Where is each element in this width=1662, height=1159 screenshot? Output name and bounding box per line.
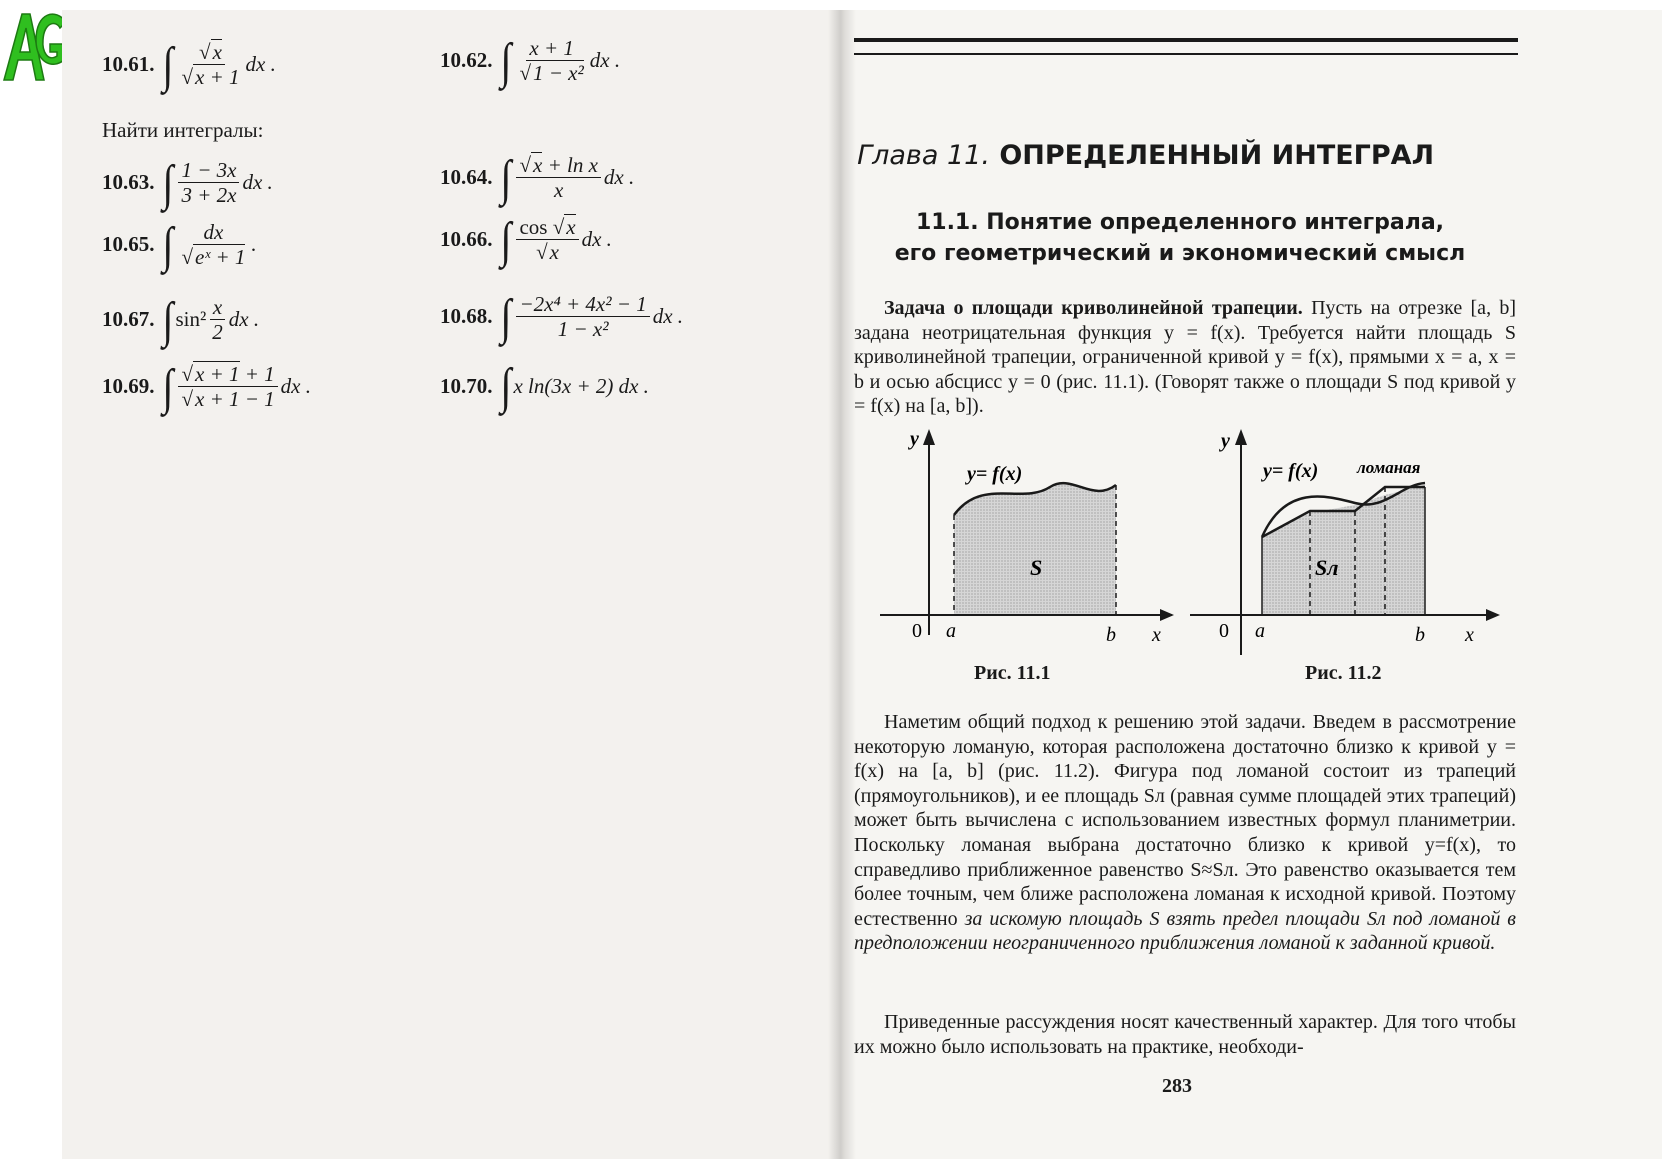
fig2-area-label: Sл <box>1315 555 1339 580</box>
exercise-10-63: 10.63. ∫ $\frac{1 - 3x}{3 + 2x}$ dx . <box>102 153 273 211</box>
fig1-y-label: y <box>910 428 919 450</box>
fig1-zero: 0 <box>912 620 922 642</box>
fig2-polyline-label: ломаная <box>1357 458 1421 477</box>
fig2-b: b <box>1415 624 1425 646</box>
exercise-10-64: 10.64. ∫ $\frac{\text{√x + ln x}}{x}$ dx . <box>440 148 635 206</box>
task-title: Задача о площади криволинейной трапеции. <box>884 297 1303 319</box>
chapter-title <box>854 140 1434 171</box>
figure-11-1 <box>872 425 1182 650</box>
paragraph-approach <box>854 710 1516 956</box>
fig2-y-label: y <box>1221 430 1230 452</box>
exercise-10-65: 10.65. ∫ $\frac{dx}{\text{√eˣ + 1}}$ . <box>102 215 257 273</box>
conclusion-text: Приведенные рассуждения носят качественный характер. Для того чтобы их можно было использовать на практике, необходи- <box>854 1011 1516 1058</box>
exercise-10-66: 10.66. ∫ $\frac{\cos √x}{√x}$ dx . <box>440 210 612 268</box>
exercise-10-62: 10.62. ∫ $\frac{x + 1}{\text{√1 − x²}}$ dx . <box>440 31 621 89</box>
section-title-line-2: его геометрический и экономический смысл <box>894 241 1466 266</box>
logo-text: AG <box>0 0 2 1</box>
fig2-x: x <box>1465 624 1474 646</box>
exercise-10-70: 10.70. ∫ x ln(3x + 2) dx . <box>440 357 649 414</box>
exercise-10-68: 10.68. ∫ $\frac{\text{−2x⁴ + 4x² − 1}}{\text{1 − x²}}$ dx . <box>440 287 684 345</box>
figure-11-2 <box>1185 425 1505 660</box>
section-title-line-1: 11.1. Понятие определенного интеграла, <box>915 210 1445 235</box>
fig2-a: a <box>1255 620 1265 642</box>
exercise-10-69: 10.69. ∫ $\frac{√x + 1 + 1}{√x + 1 - 1}$ dx . <box>102 357 311 415</box>
fig1-b: b <box>1106 624 1116 646</box>
fig1-x: x <box>1152 624 1161 646</box>
top-rule-thin <box>854 53 1518 55</box>
fig1-a: a <box>946 620 956 642</box>
fig2-curve-label: y= f(x) <box>1263 460 1319 482</box>
chapter-name: ОПРЕДЕЛЕННЫЙ ИНТЕГРАЛ <box>999 140 1434 171</box>
section-title <box>880 207 1480 269</box>
exercise-10-61: 10.61. ∫ $\frac{√x}{√x + 1}$ dx . <box>102 35 276 93</box>
approach-text: Наметим общий подход к решению этой задачи. Введем в рассмотрение некоторую ломаную, которая расположена достаточно близко к кривой y = f(x) на [a, b] (рис. 11.2). Фигура под ломаной состоит из трапеций (прямоугольников), и ее площадь Sл (равная сумме площадей этих трапеций) может быть вычислена с использованием известных формул планиметрии. Поскольку ломаная выбрана достаточно близко к кривой y=f(x), то справедливо приближенное равенство S≈Sл. Это равенство оказывается тем более точным, чем ближе расположена ломаная к исходной кривой. Поэтому естественно <box>854 711 1516 930</box>
paragraph-conclusion <box>854 1010 1516 1059</box>
approach-italic: за искомую площадь S взять предел площади Sл под ломаной в предположении неограниченного приближения ломаной к заданной кривой. <box>854 907 1516 955</box>
page-number: 283 <box>1162 1075 1192 1097</box>
fig2-zero: 0 <box>1219 620 1229 642</box>
task-text: Пусть на отрезке [a, b] задана неотрицательная функция y = f(x). Требуется найти площадь S криволинейной трапеции, ограниченной кривой y = f(x), прямыми x = a, x = b и осью абсцисс y = 0 (рис. 11.1). (Говорят также о площади S под кривой y = f(x) на [a, b]). <box>854 297 1517 418</box>
book-spine <box>828 10 856 1159</box>
top-rule <box>854 38 1518 42</box>
fig1-area <box>954 483 1116 615</box>
exercise-10-67: 10.67. ∫ sin² $\frac{x}{2}$ dx . <box>102 290 260 348</box>
paragraph-task <box>854 296 1516 419</box>
left-heading: Найти интегралы: <box>102 118 264 142</box>
fig2-caption: Рис. 11.2 <box>1305 662 1382 684</box>
fig1-curve-label: y= f(x) <box>967 463 1023 485</box>
fig1-area-label: S <box>1030 555 1043 580</box>
fig1-caption: Рис. 11.1 <box>974 662 1051 684</box>
chapter-label: Глава 11. <box>857 140 990 171</box>
